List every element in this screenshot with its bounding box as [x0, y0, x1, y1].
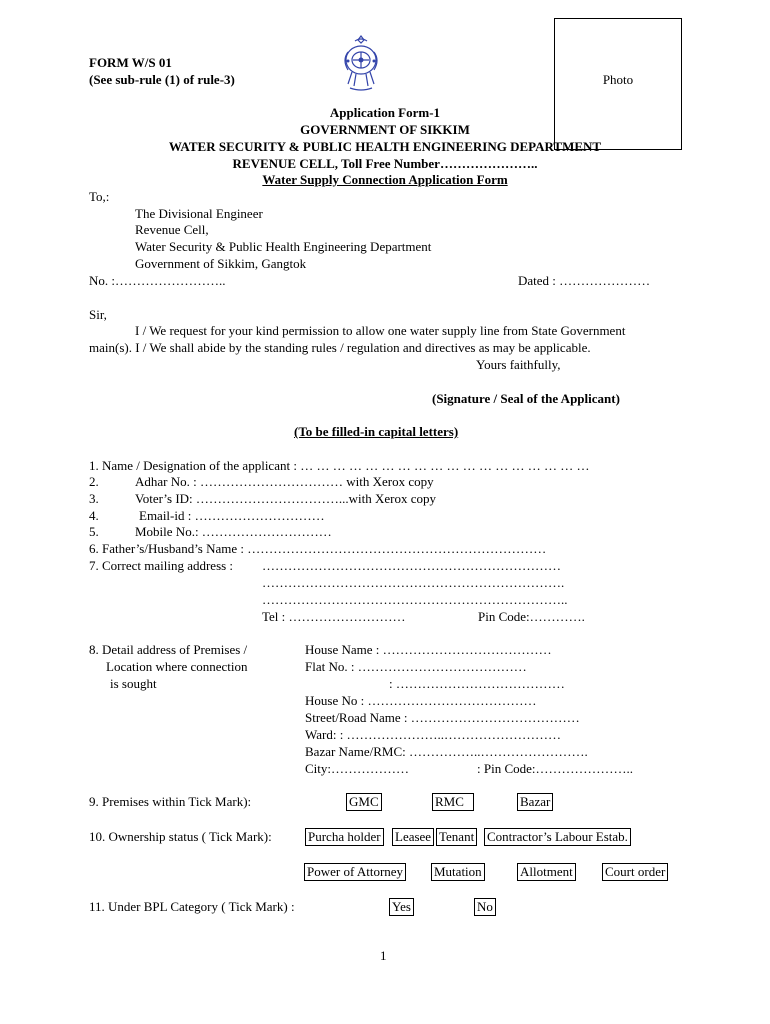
field-number: 3. [89, 491, 99, 506]
premises-address-label: Location where connection [106, 659, 248, 674]
bazar-option[interactable]: Bazar [517, 793, 553, 811]
premises-within-label: 9. Premises within Tick Mark): [89, 794, 252, 809]
salutation: Sir, [89, 307, 107, 322]
street-road-field[interactable]: Street/Road Name : ………………………………… [305, 710, 580, 725]
bpl-category-label: 11. Under BPL Category ( Tick Mark) : [89, 899, 295, 914]
house-no-field[interactable]: House No : ………………………………… [305, 693, 537, 708]
form-subtitle: Water Supply Connection Application Form [262, 172, 508, 187]
tel-field[interactable]: Tel : ……………………… [262, 609, 406, 624]
mailing-address-line[interactable]: …………………………………………………………… [262, 558, 561, 573]
mailing-pin-code-field[interactable]: Pin Code:…………. [478, 609, 585, 624]
revenue-cell-title: REVENUE CELL, Toll Free Number………………….. [232, 156, 538, 171]
premises-address-label: 8. Detail address of Premises / [89, 642, 248, 657]
sub-rule: (See sub-rule (1) of rule-3) [89, 72, 235, 87]
to-label: To,: [89, 189, 110, 204]
purcha-holder-option[interactable]: Purcha holder [305, 828, 384, 846]
adhar-field[interactable]: Adhar No. : …………………………… with Xerox copy [135, 474, 434, 489]
premises-address-label: is sought [110, 676, 157, 691]
ownership-status-label: 10. Ownership status ( Tick Mark): [89, 829, 272, 844]
mobile-field[interactable]: Mobile No.: ………………………… [135, 524, 332, 539]
address-line: Water Security & Public Health Engineering Department [135, 239, 432, 254]
address-line: Revenue Cell, [135, 222, 209, 237]
request-text-line1: I / We request for your kind permission to allow one water supply line from State Government [135, 323, 626, 338]
photo-label: Photo [602, 72, 634, 87]
flat-no-field[interactable]: Flat No. : ………………………………… [305, 659, 527, 674]
government-title: GOVERNMENT OF SIKKIM [300, 122, 470, 137]
address-line: Government of Sikkim, Gangtok [135, 256, 307, 271]
city-field[interactable]: City:……………… [305, 761, 410, 776]
premises-pin-code-field[interactable]: : Pin Code:………………….. [477, 761, 634, 776]
bpl-no-option[interactable]: No [474, 898, 496, 916]
bpl-yes-option[interactable]: Yes [389, 898, 414, 916]
father-husband-name-field[interactable]: 6. Father’s/Husband’s Name : …………………………………………………………… [89, 541, 547, 556]
mailing-address-label: 7. Correct mailing address : [89, 558, 234, 573]
field-number: 2. [89, 474, 99, 489]
page-number: 1 [380, 948, 387, 963]
department-title: WATER SECURITY & PUBLIC HEALTH ENGINEERING DEPARTMENT [168, 139, 602, 154]
closing: Yours faithfully, [476, 357, 561, 372]
fill-instruction: (To be filled-in capital letters) [294, 424, 459, 439]
dated-field[interactable]: Dated : ………………… [518, 273, 651, 288]
contractors-labour-estab-option[interactable]: Contractor’s Labour Estab. [484, 828, 631, 846]
house-name-field[interactable]: House Name : ………………………………… [305, 642, 552, 657]
extra-address-field[interactable]: : ………………………………… [389, 676, 565, 691]
leasee-option[interactable]: Leasee [392, 828, 434, 846]
bazar-rmc-field[interactable]: Bazar Name/RMC: ……………..……………………. [305, 744, 588, 759]
mailing-address-line[interactable]: ……………………………………………………………. [262, 575, 565, 590]
allotment-option[interactable]: Allotment [517, 863, 576, 881]
tenant-option[interactable]: Tenant [436, 828, 477, 846]
sikkim-emblem-icon [340, 32, 382, 94]
applicant-name-field[interactable]: 1. Name / Designation of the applicant : … … … … … … … … … … … … … … … … … … [89, 458, 590, 473]
email-field[interactable]: Email-id : ………………………… [139, 508, 325, 523]
request-text-line2: main(s). I / We shall abide by the standing rules / regulation and directives as may be applicable. [89, 340, 591, 355]
field-number: 4. [89, 508, 99, 523]
rmc-option[interactable]: RMC [432, 793, 474, 811]
mailing-address-line[interactable]: …………………………………………………………….. [262, 592, 568, 607]
court-order-option[interactable]: Court order [602, 863, 668, 881]
application-form-title: Application Form-1 [329, 105, 441, 120]
gmc-option[interactable]: GMC [346, 793, 382, 811]
ward-field[interactable]: Ward: : …………………..……………………… [305, 727, 562, 742]
power-of-attorney-option[interactable]: Power of Attorney [304, 863, 406, 881]
field-number: 5. [89, 524, 99, 539]
form-number: FORM W/S 01 [89, 55, 172, 70]
reference-number-field[interactable]: No. :…………………….. [89, 273, 226, 288]
address-line: The Divisional Engineer [135, 206, 263, 221]
signature-label: (Signature / Seal of the Applicant) [432, 391, 620, 406]
voter-id-field[interactable]: Voter’s ID: ……………………………...with Xerox copy [135, 491, 437, 506]
mutation-option[interactable]: Mutation [431, 863, 485, 881]
